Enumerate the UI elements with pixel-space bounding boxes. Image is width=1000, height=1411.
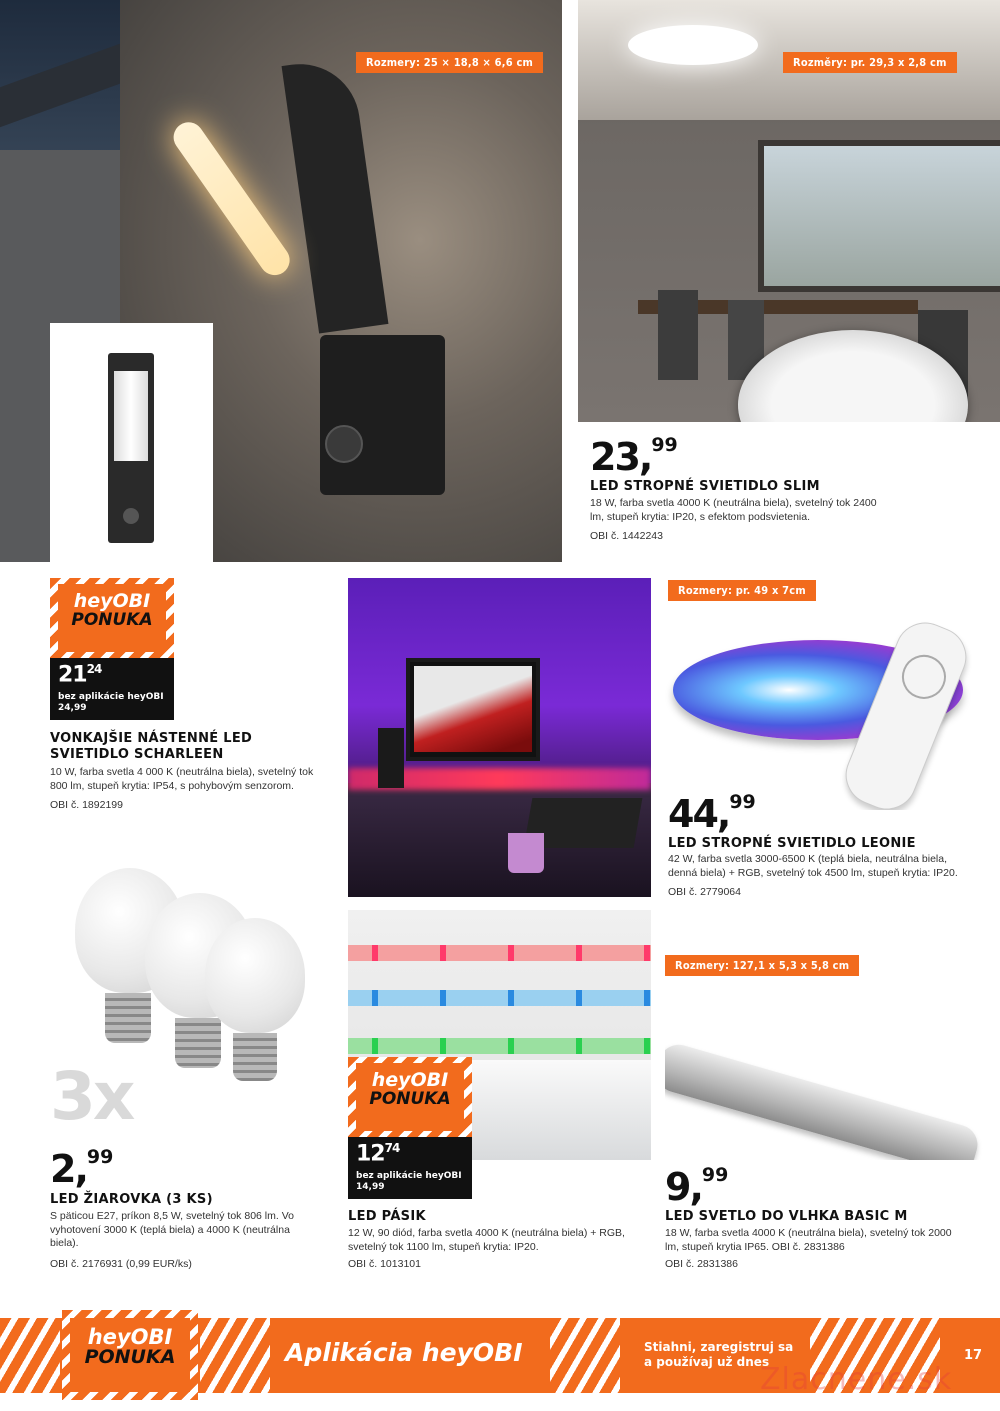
- basic-price-cents: 99: [701, 1164, 729, 1186]
- ceiling-lamp: [628, 25, 758, 65]
- strip-obi-number: OBI č. 1013101: [348, 1258, 421, 1270]
- wall-lamp-base: [320, 335, 445, 495]
- bulb-description: S päticou E27, príkon 8,5 W, svetelný tok 806 lm. Vo vyhotovení 3000 K (teplá biela) a 4000 K (neutrálna biela).: [50, 1210, 294, 1249]
- leonie-photo: [665, 610, 985, 810]
- slim-price: [590, 434, 678, 479]
- scharleen-app-price-box: [50, 658, 174, 720]
- scharleen-obi-number: OBI č. 1892199: [50, 799, 123, 811]
- bulb-1-base: [105, 993, 151, 1043]
- monitor-screen: [414, 666, 532, 752]
- bulb-3-base: [233, 1033, 277, 1081]
- inset-lamp-diffuser: [114, 371, 148, 461]
- scharleen-app-price-main: 21: [58, 662, 87, 688]
- strip-without-app-label: bez aplikácie heyOBI: [356, 1171, 462, 1181]
- scharleen-without-app-label: bez aplikácie heyOBI: [58, 692, 164, 702]
- motion-sensor: [325, 425, 363, 463]
- monitor: [406, 658, 540, 761]
- slim-price-cents: 99: [651, 434, 678, 456]
- speaker: [378, 728, 404, 788]
- slim-obi-number: OBI č. 1442243: [590, 530, 663, 542]
- slim-title: LED STROPNÉ SVIETIDLO SLIM: [590, 479, 820, 494]
- basic-price: [665, 1164, 729, 1209]
- bulb-price-cents: 99: [86, 1146, 114, 1168]
- strip-red: [348, 945, 651, 961]
- leonie-price-cents: 99: [729, 791, 756, 813]
- scharleen-description: 10 W, farba svetla 4 000 K (neutrálna biela), svetelný tok 800 lm, stupeň krytia: IP54, s pohybovým senzorom.: [50, 766, 314, 792]
- basic-photo: [665, 1000, 985, 1160]
- leonie-price-main: 44,: [668, 792, 730, 836]
- bulb-obi-number: OBI č. 2176931 (0,99 EUR/ks): [50, 1258, 192, 1270]
- footer-heyobi-badge: [62, 1310, 198, 1400]
- bulb-photo: [50, 858, 330, 1138]
- scharleen-badge-line1: heyOBI: [73, 590, 151, 612]
- strip-badge-line1: heyOBI: [371, 1069, 449, 1091]
- footer-badge-line1: heyOBI: [87, 1325, 173, 1349]
- scharleen-inset: [50, 323, 213, 562]
- bulb-2-base: [175, 1018, 221, 1068]
- slim-price-main: 23,: [590, 435, 652, 479]
- strip-green: [348, 1038, 651, 1054]
- leonie-description: 42 W, farba svetla 3000-6500 K (teplá biela, neutrálna biela, denná biela) + RGB, svetelný tok 4500 lm, stupeň krytia: IP20.: [668, 853, 958, 879]
- slim-dimension-label: Rozměry: pr. 29,3 x 2,8 cm: [783, 52, 957, 73]
- slim-description: 18 W, farba svetla 4000 K (neutrálna biela), svetelný tok 2400 lm, stupeň krytia: IP20, s efektom podsvietenia.: [590, 497, 877, 523]
- scharleen-badge-line2: PONUKA: [71, 609, 153, 630]
- basic-obi-number: OBI č. 2831386: [665, 1258, 738, 1270]
- footer-chevrons-right: [550, 1318, 620, 1393]
- scharleen-heyobi-badge: [50, 578, 174, 658]
- bulb-price: [50, 1146, 114, 1191]
- footer-chevrons-mid: [200, 1318, 270, 1393]
- bulb-price-main: 2,: [50, 1147, 87, 1191]
- scharleen-title: VONKAJŠIE NÁSTENNÉ LED SVIETIDLO SCHARLEEN: [50, 731, 253, 762]
- basic-price-main: 9,: [665, 1165, 702, 1209]
- footer-cta: Stiahni, zaregistruj sa a používaj už dnes: [644, 1340, 794, 1369]
- leonie-price: [668, 791, 756, 836]
- watermark: Zlacnene.sk: [760, 1362, 953, 1397]
- strip-blue: [348, 990, 651, 1006]
- desk-photo: [348, 578, 651, 897]
- page-number: 17: [964, 1348, 983, 1363]
- footer-chevrons-left: [0, 1318, 60, 1393]
- strip-app-price-box: [348, 1137, 472, 1199]
- room-window: [758, 140, 1000, 292]
- strip-badge-line2: PONUKA: [369, 1088, 451, 1109]
- footer-badge-line2: PONUKA: [84, 1346, 176, 1369]
- scharleen-without-app-price: 24,99: [58, 703, 87, 713]
- inset-lamp-sensor: [123, 508, 139, 524]
- room-ceiling: [468, 1060, 651, 1160]
- bulb-title: LED ŽIAROVKA (3 KS): [50, 1192, 213, 1207]
- strip-app-price-main: 12: [356, 1141, 385, 1167]
- leonie-obi-number: OBI č. 2779064: [668, 886, 741, 898]
- strip-title: LED PÁSIK: [348, 1209, 426, 1224]
- strip-heyobi-badge: [348, 1057, 472, 1137]
- bulb-3: [205, 918, 305, 1033]
- remote-dial: [895, 648, 952, 705]
- bulb-multiplier: 3x: [50, 1058, 133, 1135]
- strip-without-app-price: 14,99: [356, 1182, 385, 1192]
- leonie-title: LED STROPNÉ SVIETIDLO LEONIE: [668, 836, 916, 851]
- scharleen-app-price-cents: 24: [86, 662, 102, 676]
- scharleen-dimension-label: Rozmery: 25 × 18,8 × 6,6 cm: [356, 52, 543, 73]
- strip-description: 12 W, 90 diód, farba svetla 4000 K (neutrálna biela) + RGB, svetelný tok 1100 lm, stupeň krytia: IP20.: [348, 1227, 625, 1253]
- chair-1: [658, 290, 698, 380]
- basic-title: LED SVETLO DO VLHKA BASIC M: [665, 1209, 908, 1224]
- basic-dimension-label: Rozmery: 127,1 x 5,3 x 5,8 cm: [665, 955, 859, 976]
- scharleen-photo: [0, 0, 562, 562]
- basic-fixture: [665, 1040, 982, 1160]
- leonie-dimension-label: Rozmery: pr. 49 x 7cm: [668, 580, 816, 601]
- basic-description: 18 W, farba svetla 4000 K (neutrálna biela), svetelný tok 2000 lm, stupeň krytia IP65. OBI č. 2831386: [665, 1227, 952, 1253]
- footer-app-title[interactable]: Aplikácia heyOBI: [285, 1338, 523, 1367]
- mug: [508, 833, 544, 873]
- strip-app-price-cents: 74: [384, 1141, 400, 1155]
